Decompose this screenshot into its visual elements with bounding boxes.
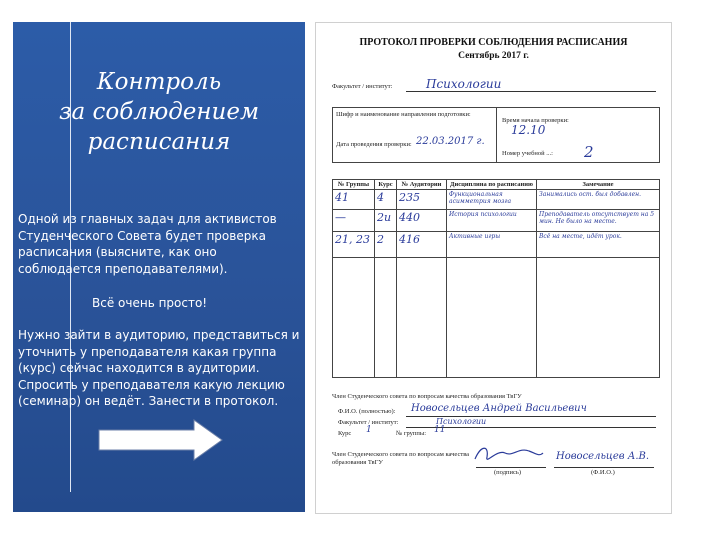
group-label: № группы: bbox=[396, 430, 427, 437]
group-value: 11 bbox=[434, 425, 446, 435]
protocol-title: ПРОТОКОЛ ПРОВЕРКИ СОБЛЮДЕНИЯ РАСПИСАНИЯ bbox=[359, 37, 628, 48]
row-group: 21, 23 bbox=[333, 232, 375, 258]
table-row bbox=[333, 232, 660, 258]
row-room: 440 bbox=[397, 210, 447, 232]
slide-paragraph-1: Одной из главных задач для активистов Студенческого Совета будет проверка расписания (выясните, как оно соблюдается преподавателями). bbox=[18, 212, 277, 276]
table-row-empty bbox=[333, 258, 660, 378]
course-value: 1 bbox=[366, 425, 372, 435]
row-discipline: Активные игры bbox=[447, 232, 537, 258]
table-row bbox=[333, 210, 660, 232]
building-value: 2 bbox=[584, 143, 594, 161]
table-header-note: Замечание bbox=[537, 180, 660, 190]
fio-value: Новосельцев Андрей Васильевич bbox=[411, 403, 587, 414]
table-header-room: № Аудитории bbox=[397, 180, 447, 190]
protocol-document bbox=[315, 22, 672, 514]
table-header-course: Курс bbox=[375, 180, 397, 190]
course-label: Курс bbox=[338, 430, 352, 437]
row-course: 2 bbox=[375, 232, 397, 258]
table-header-group: № Группы bbox=[333, 180, 375, 190]
sign-name-underline bbox=[554, 467, 654, 468]
sign-caption-name: (Ф.И.О.) bbox=[591, 469, 615, 476]
slide-title bbox=[13, 68, 305, 158]
signature-underline bbox=[476, 467, 546, 468]
sign-caption-signature: (подпись) bbox=[494, 469, 521, 476]
row-course: 2и bbox=[375, 210, 397, 232]
direction-label: Шифр и наименование направления подготовки: bbox=[336, 111, 471, 118]
protocol-table bbox=[332, 179, 660, 378]
footer-label-2: Член Студенческого совета по вопросам качества образования ТвГУ bbox=[332, 451, 470, 466]
row-discipline: История психологии bbox=[447, 210, 537, 232]
footer-label-1: Член Студенческого совета по вопросам качества образования ТвГУ bbox=[332, 393, 522, 400]
slide-title-line-3: расписания bbox=[87, 128, 231, 155]
date-value: 22.03.2017 г. bbox=[416, 136, 485, 147]
institute-label: Факультет / институт: bbox=[338, 419, 399, 426]
time-label: Время начала проверки: bbox=[502, 117, 569, 124]
faculty-value: Психологии bbox=[426, 77, 502, 91]
slide-title-line-1: Контроль bbox=[96, 69, 222, 95]
row-group: 41 bbox=[333, 190, 375, 210]
row-room: 235 bbox=[397, 190, 447, 210]
row-note: Занимались ост. был добавлен. bbox=[537, 190, 660, 210]
building-label: Номер учебной ...: bbox=[502, 150, 553, 157]
row-course: 4 bbox=[375, 190, 397, 210]
signature-mark bbox=[471, 441, 546, 467]
faculty-underline bbox=[406, 91, 656, 92]
fio-label: Ф.И.О. (полностью): bbox=[338, 408, 396, 415]
institute-value: Психологии bbox=[436, 417, 487, 426]
slide-paragraph-3: Нужно зайти в аудиторию, представиться и уточнить у преподавателя какая группа (курс) сейчас находится в аудитории. Спросить у преподавателя какую лекцию (семинар) он ведёт. Занести в протокол. bbox=[18, 328, 300, 408]
sign-value: Новосельцев А.В. bbox=[556, 451, 650, 462]
row-note: Всё на месте, идёт урок. bbox=[537, 232, 660, 258]
slide-paragraph-2: Всё очень просто! bbox=[92, 296, 208, 310]
date-label: Дата проведения проверки: bbox=[336, 141, 412, 148]
row-group: — bbox=[333, 210, 375, 232]
row-note: Преподаватель отсутствует на 5 мин. Не было на месте. bbox=[537, 210, 660, 232]
protocol-subtitle: Сентябрь 2017 г. bbox=[458, 51, 529, 61]
slide-title-line-2: за соблюдением bbox=[58, 98, 260, 125]
table-header-discipline: Дисциплина по расписанию bbox=[447, 180, 537, 190]
info-box-divider bbox=[496, 107, 497, 163]
row-discipline: Функциональная асимметрия мозга bbox=[447, 190, 537, 210]
table-row bbox=[333, 190, 660, 210]
faculty-label: Факультет / институт: bbox=[332, 83, 393, 90]
right-arrow-icon[interactable] bbox=[98, 418, 224, 462]
row-room: 416 bbox=[397, 232, 447, 258]
time-value: 12.10 bbox=[511, 123, 546, 137]
